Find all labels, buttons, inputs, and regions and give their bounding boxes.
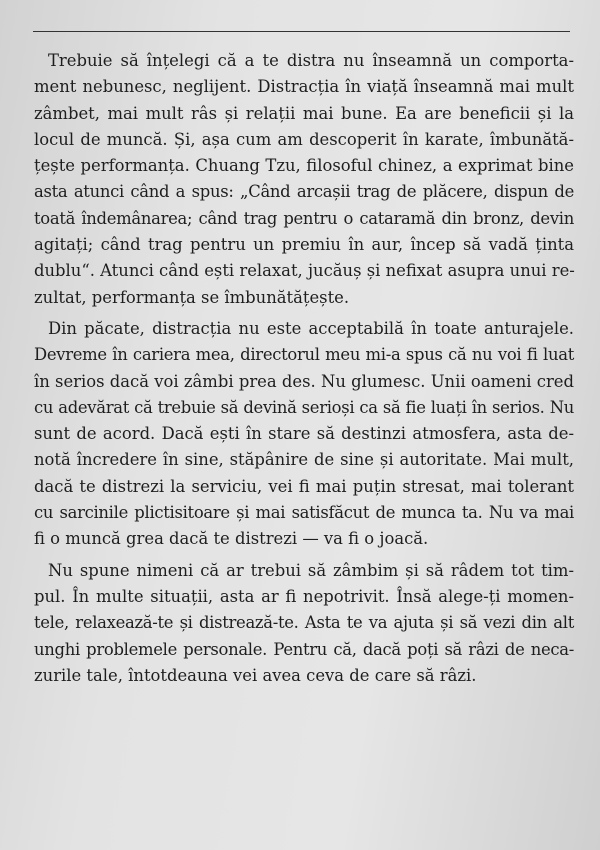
paragraph-3 [34, 558, 574, 689]
text-line: notă încredere în sine, stăpânire de sine și autoritate. Mai mult, [34, 450, 574, 470]
text-line: tele, relaxează-te și distrează-te. Asta te va ajuta și să vezi din alt [34, 613, 574, 633]
text-line: țește performanța. Chuang Tzu, filosoful chinez, a exprimat bine [34, 156, 574, 176]
text-line: fi o muncă grea dacă te distrezi — va fi o joacă. [34, 529, 429, 549]
text-line: Trebuie să înțelegi că a te distra nu înseamnă un comporta- [48, 51, 574, 70]
text-line: cu sarcinile plictisitoare și mai satisfăcut de munca ta. Nu va mai [34, 503, 574, 523]
text-line: zultat, performanța se îmbunătățește. [34, 287, 350, 307]
text-line: ment nebunesc, neglijent. Distracția în viață înseamnă mai mult [34, 77, 574, 97]
body-text [34, 48, 574, 694]
text-line: agitați; când trag pentru un premiu în aur, încep să vadă ținta [34, 235, 574, 255]
text-line: în serios dacă voi zâmbi prea des. Nu glumesc. Unii oameni cred [34, 371, 574, 391]
text-line: pul. În multe situații, asta ar fi nepotrivit. Însă alege-ți momen- [34, 586, 574, 606]
header-rule [33, 31, 570, 32]
text-line: cu adevărat că trebuie să devină serioși ca să fie luați în serios. Nu [34, 397, 574, 417]
text-line: asta atunci când a spus: „Când arcașii trag de plăcere, dispun de [34, 182, 574, 202]
paragraph-2 [34, 316, 574, 553]
text-line: zurile tale, întotdeauna vei avea ceva de care să râzi. [34, 665, 477, 685]
text-line: sunt de acord. Dacă ești în stare să destinzi atmosfera, asta de- [34, 424, 574, 444]
text-line: locul de muncă. Și, așa cum am descoperit în karate, îmbunătă- [34, 129, 574, 149]
text-line: toată îndemânarea; când trag pentru o cataramă din bronz, devin [34, 208, 574, 228]
text-line: dublu“. Atunci când ești relaxat, jucăuș și nefixat asupra unui re- [34, 261, 575, 281]
paragraph-1 [34, 48, 574, 311]
text-line: dacă te distrezi la serviciu, vei fi mai puțin stresat, mai tolerant [34, 476, 574, 496]
text-line: Din păcate, distracția nu este acceptabilă în toate anturajele. [48, 318, 574, 338]
text-line: Nu spune nimeni că ar trebui să zâmbim și să râdem tot tim- [48, 560, 574, 580]
text-line: unghi problemele personale. Pentru că, dacă poți să râzi de neca- [34, 639, 574, 659]
text-line: zâmbet, mai mult râs și relații mai bune. Ea are beneficii și la [34, 103, 574, 123]
text-line: Devreme în cariera mea, directorul meu mi-a spus că nu voi fi luat [34, 345, 574, 365]
